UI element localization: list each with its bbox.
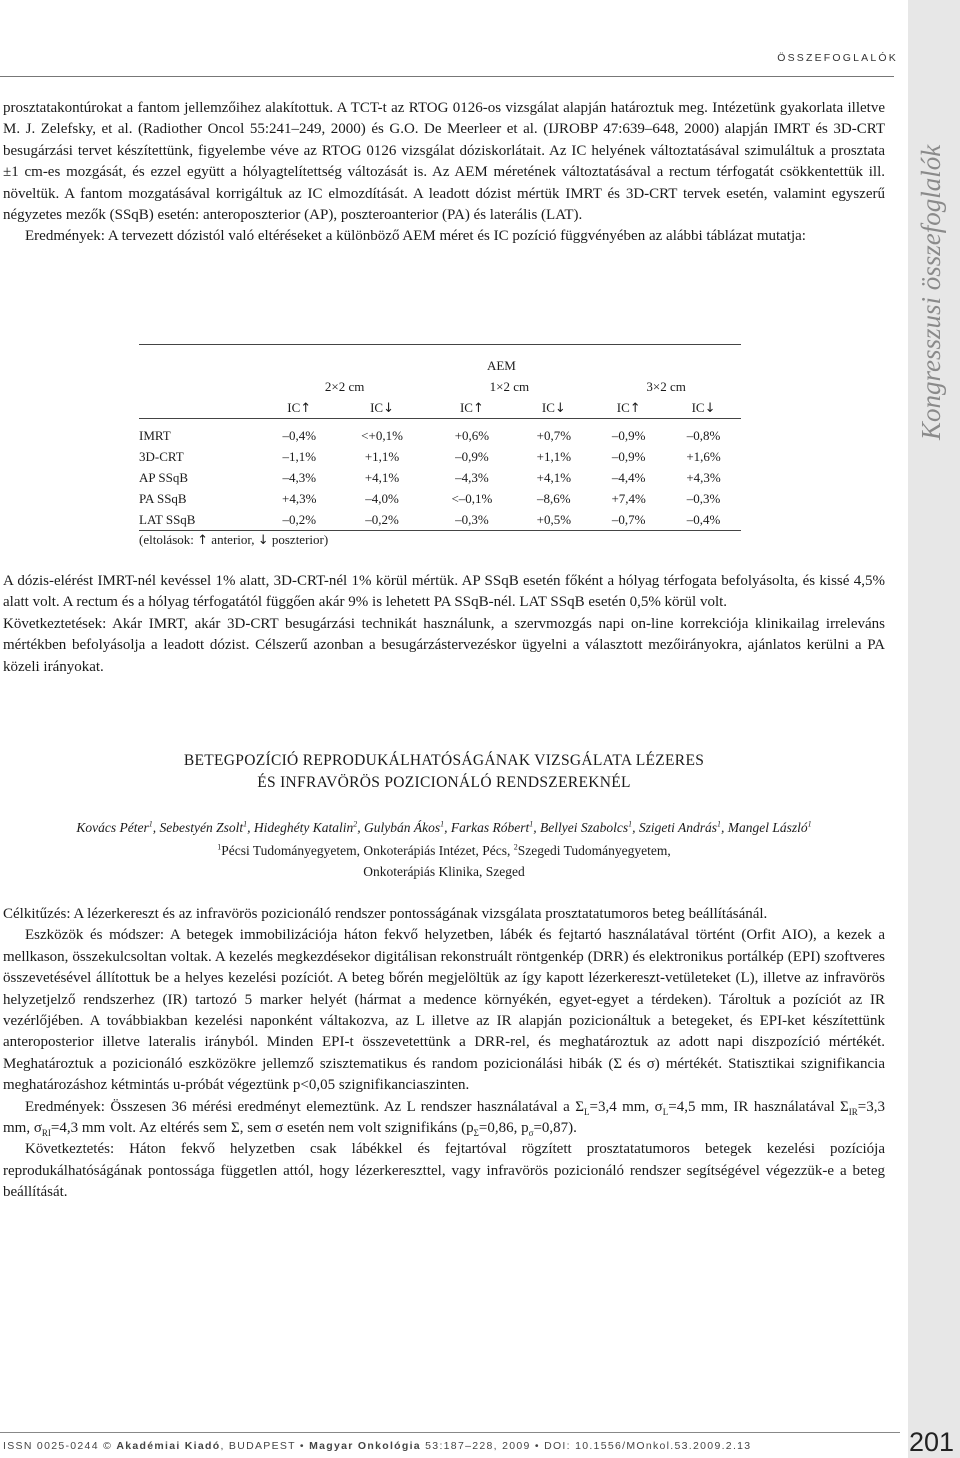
table-cell: <–0,1% xyxy=(451,490,493,506)
table-cell: –4,0% xyxy=(365,490,399,506)
table-cell: –0,3% xyxy=(686,490,721,506)
publisher: Akadémiai Kiadó xyxy=(116,1440,221,1452)
table-cell: +7,4% xyxy=(611,490,646,506)
sidebar-label: Kongresszusi összefoglalók xyxy=(916,144,946,440)
table-cell: +4,3% xyxy=(282,490,317,506)
footer-rule xyxy=(0,1432,900,1433)
table-cell: +0,6% xyxy=(454,427,490,443)
arrow-up-icon: ↑ xyxy=(197,533,209,548)
author: Farkas Róbert$^1$, xyxy=(450,819,540,835)
table-group-header xyxy=(139,355,741,376)
title-line: BETEGPOZÍCIÓ REPRODUKÁLHATÓSÁGÁNAK VIZSGÁLATA LÉZERES xyxy=(183,752,705,769)
results-table xyxy=(139,344,741,535)
running-header: ÖSSZEFOGLALÓK xyxy=(777,52,898,64)
affiliation-line: $^1$Pécsi Tudományegyetem, Onkoterápiás Intézet, Pécs, $^2$Szegedi Tudományegyetem, xyxy=(217,842,671,858)
table-cell: +4,1% xyxy=(364,469,400,485)
journal-name: Magyar Onkológia xyxy=(309,1440,421,1452)
intro-paragraph-results: Eredmények: A tervezett dózistól való eltéréseket a különböző AEM méret és IC pozíció függvényében az alábbi táblázat mutatja: xyxy=(25,228,806,245)
table-cell: <+0,1% xyxy=(361,427,403,443)
bullet-icon: • xyxy=(299,1440,305,1452)
table-cell: –0,9% xyxy=(611,427,646,443)
row-label: LAT SSqB xyxy=(139,511,196,527)
table-cell: –4,3% xyxy=(455,469,489,485)
table-row xyxy=(139,425,741,446)
ic-down-header: IC↓ xyxy=(370,399,394,416)
arrow-up-icon: ↑ xyxy=(300,400,312,416)
table-cell: –4,4% xyxy=(611,469,646,485)
methods-paragraph: Eszközök és módszer: A betegek immobilizációja háton fekvő helyzetben, lábék és fejtartó használatával történt (Orfit AIO), a kezek a mellkason, összekulcsoltan voltak. A kezelés megkezdésekor digitálisan rekonstruált röntgenkép (DRR) és elektronikus portálkép (EPI) szoftveres összevetésével állítottuk be a helyes kezelési pozíciót. A beteg bőrén megjelöltük az így kapott lézerkereszt-vetületeket (L), illetve az infravörös helyzetjelző rendszerhez (IR) tartozó 5 marker helyét (hármat a medence környékén, egyet-egyet a térdeken). Tároltuk a pozíciót az IR vezérlőjében. A továbbiakban kezelési naponként váltakozva, az L illetve az IR alapján pozicionáltuk a betegeket, és EPI-ket készítettünk anteroposterior illetve lateralis irányból. Minden EPI-t összevetettünk a DRR-rel, és meghatároztuk az adott napi diszpozíció mértékét. Meghatároztuk a pozicionáló eszközökre jellemző szisztematikus és random pozicionálási hibák (Σ és σ) mértékét. Statisztikai szignifikancia meghatározáshoz kétmintás u-próbát végeztünk p<0,05 szignifikanciaszinten. xyxy=(3,927,885,1094)
conclusions-paragraph: Következtetések: Akár IMRT, akár 3D-CRT besugárzási technikát használunk, a szervmozgás napi on-line korrekciója klinikailag irreleváns mértékben befolyásolja a leadott dózist. Célszerű azonban a besugárzástervezéskor ügyelni a választott mezőirányokra, ajánlatos kerülni a PA közeli irányokat. xyxy=(3,615,885,675)
author-list xyxy=(3,820,885,836)
ic-down-header: IC↓ xyxy=(541,399,566,416)
table-row xyxy=(139,509,741,531)
abstract-body xyxy=(3,904,885,1204)
arrow-up-icon: ↑ xyxy=(472,400,484,416)
author: Mangel László$^1$ xyxy=(727,819,812,835)
header-rule xyxy=(0,76,894,77)
ic-up-header: IC↑ xyxy=(459,399,484,416)
table-cell: –8,6% xyxy=(537,490,571,506)
results-paragraph: Eredmények: Összesen 36 mérési eredményt elemeztünk. Az L rendszer használatával a $\Sigma_L=3,4$ mm, $\sigma_L=4,5$ mm, IR használatával $\Sigma_{IR}=3,3$ mm, $\sigma_{RI}=4,3$ mm volt. Az eltérés sem Σ, sem σ esetén nem volt szignifikáns ($p_\Sigma=0,86$, $p_\sigma=0,87$). xyxy=(3,1098,885,1139)
table-cell: –0,4% xyxy=(686,511,721,527)
table-legend: (eltolások: ↑ anterior, ↓ poszterior) xyxy=(139,532,329,548)
table-cell: –0,2% xyxy=(282,511,317,527)
table-row xyxy=(139,446,741,467)
city: , BUDAPEST xyxy=(220,1440,296,1452)
citation: 53:187–228, 2009 xyxy=(425,1440,531,1452)
results-paragraph: A dózis-elérést IMRT-nél kevéssel 1% alatt, 3D-CRT-nél 1% körül mértük. AP SSqB esetén főként a hólyag térfogata befolyásolta, és kissé 4,5% alatt volt. A rectum és a hólyag térfogatától függően akár 9% is lehetett PA SSqB-nél. LAT SSqB esetén 0,5% körül volt. xyxy=(3,573,885,611)
arrow-down-icon: ↓ xyxy=(257,533,269,548)
table-cell: –0,9% xyxy=(611,448,646,464)
table-size-header xyxy=(139,376,741,397)
table-cell: +4,3% xyxy=(686,469,721,485)
ic-down-header: IC↓ xyxy=(691,399,716,416)
row-label: IMRT xyxy=(139,427,171,443)
arrow-down-icon: ↓ xyxy=(554,400,566,416)
table-cell: +0,7% xyxy=(536,427,572,443)
results-section xyxy=(3,571,885,678)
objective-paragraph: Célkitűzés: A lézerkereszt és az infravörös pozicionáló rendszer pontosságának vizsgálata prosztatatumoros beteg beállításánál. xyxy=(3,906,768,922)
size-header-3: 3×2 cm xyxy=(646,378,686,394)
table-ic-header xyxy=(139,397,741,419)
table-cell: –4,3% xyxy=(282,469,317,485)
row-label: PA SSqB xyxy=(139,490,187,506)
row-label: 3D-CRT xyxy=(139,448,184,464)
table-cell: –0,3% xyxy=(455,511,489,527)
copyright-icon: © xyxy=(103,1440,113,1452)
title-line: ÉS INFRAVÖRÖS POZICIONÁLÓ RENDSZEREKNÉL xyxy=(257,774,631,791)
table-cell: –0,9% xyxy=(455,448,489,464)
author: Gulybán Ákos$^1$, xyxy=(363,819,451,835)
author: Hideghéty Katalin$^2$, xyxy=(253,819,364,835)
arrow-up-icon: ↑ xyxy=(629,400,641,416)
article-title xyxy=(3,750,885,794)
table-row xyxy=(139,488,741,509)
arrow-down-icon: ↓ xyxy=(383,400,394,416)
table-cell: –0,4% xyxy=(282,427,317,443)
sidebar-band xyxy=(908,0,960,1458)
size-header-2: 1×2 cm xyxy=(489,378,530,394)
table-cell: +0,5% xyxy=(536,511,572,527)
table-cell: +1,1% xyxy=(364,448,400,464)
affiliations xyxy=(3,840,885,882)
conclusion-paragraph: Következtetés: Háton fekvő helyzetben csak lábékkel és fejtartóval rögzített prosztatatumoros betegek kezelési pozíciója reprodukálhatóságának pontossága független attól, hogy lézerkereszttel, vagy infravörös pozicionáló rendszer segítségével végezzük-e a beteg beállítását. xyxy=(3,1141,885,1201)
row-label: AP SSqB xyxy=(139,469,189,485)
issn: ISSN 0025-0244 xyxy=(3,1440,99,1452)
table-cell: –0,8% xyxy=(686,427,721,443)
table-cell: –0,2% xyxy=(365,511,399,527)
affiliation-line: Onkoterápiás Klinika, Szeged xyxy=(363,864,525,879)
author: Kovács Péter$^1$, xyxy=(76,819,160,835)
intro-paragraph-methods: prosztatakontúrokat a fantom jellemzőihez alakítottuk. A TCT-t az RTOG 0126-os vizsgálat alapján határoztuk meg. Intézetünk gyakorlata illetve M. J. Zelefsky, et al. (Radiother Oncol 55:241–249, 2000) és G.O. De Meerleer et al. (IJROBP 47:639–648, 2000) alapján IMRT és 3D-CRT besugárzási tervet készítettünk, figyelembe véve az RTOG 0126 vizsgálat dóziskorlátait. Az IC helyének változtatásával szimuláltuk a prosztata ±1 cm-es mozgását, és ezzel együtt a hólyagtelítettség változását is. Az AEM méretének változtatásával a rectum térfogatát csökkentettük ill. növeltük. A fantom mozgatásával korrigáltuk az IC elmozdítását. A leadott dózist mértük IMRT és 3D-CRT tervek esetén, valamint egyszerű négyzetes mezők (SSqB) esetén: anteroposzterior (AP), poszteroanterior (PA) és laterális (LAT). xyxy=(3,100,885,224)
size-header-1: 2×2 cm xyxy=(324,378,365,394)
doi: DOI: 10.1556/MOnkol.53.2009.2.13 xyxy=(544,1440,752,1452)
bullet-icon: • xyxy=(534,1440,540,1452)
footer xyxy=(3,1440,751,1452)
table-cell: +4,1% xyxy=(536,469,572,485)
intro-section xyxy=(3,98,885,248)
table-cell: –1,1% xyxy=(282,448,317,464)
table-cell: +1,1% xyxy=(536,448,572,464)
table-row xyxy=(139,467,741,488)
group-header-aem: AEM xyxy=(486,357,516,373)
table-cell: –0,7% xyxy=(611,511,646,527)
table-top-rule xyxy=(139,345,741,356)
table-cell: +1,6% xyxy=(686,448,721,464)
arrow-down-icon: ↓ xyxy=(704,400,716,416)
author: Sebestyén Zsolt$^1$, xyxy=(159,819,254,835)
author: Bellyei Szabolcs$^1$, xyxy=(539,819,639,835)
ic-up-header: IC↑ xyxy=(616,399,641,416)
ic-up-header: IC↑ xyxy=(287,399,312,416)
page-number: 201 xyxy=(908,1427,954,1457)
author: Szigeti András$^1$, xyxy=(638,819,728,835)
